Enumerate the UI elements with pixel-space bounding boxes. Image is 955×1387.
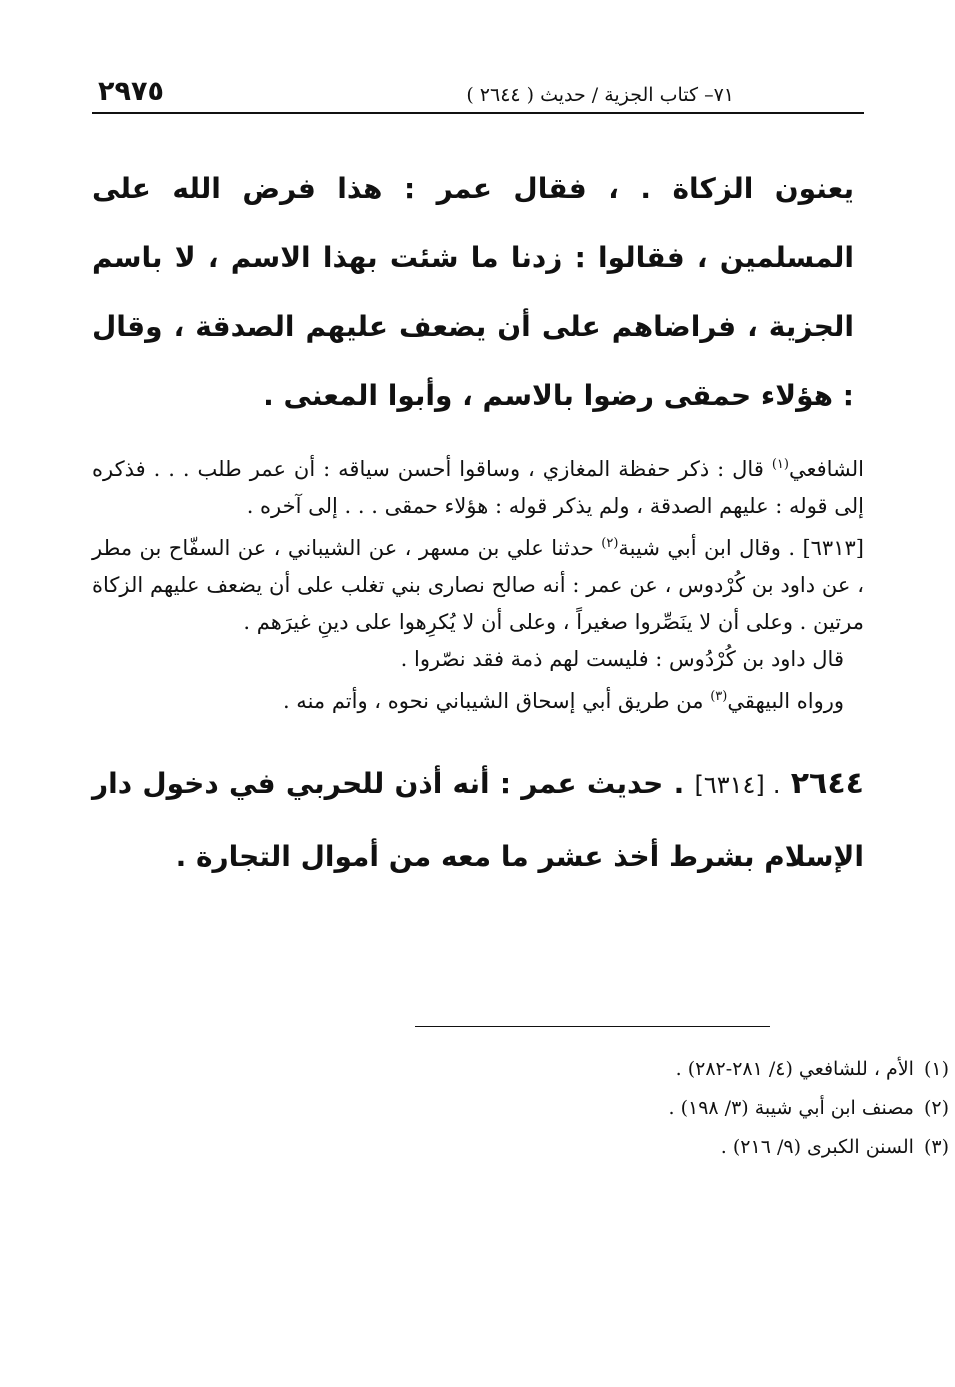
footnote-text: السنن الكبرى (٩/ ٢١٦) . (720, 1136, 914, 1158)
commentary-text: ورواه البيهقي (727, 689, 844, 713)
commentary-paragraph (92, 446, 864, 525)
commentary-text: [٦٣١٣] . وقال ابن أبي شيبة (618, 536, 864, 560)
commentary-paragraph (92, 641, 844, 678)
footnote (669, 1128, 950, 1167)
running-title: ٧١– كتاب الجزية / حديث ( ٢٦٤٤ ) (466, 84, 734, 106)
footnote-number: (٢) (923, 1097, 949, 1119)
footnote-number: (١) (923, 1058, 949, 1080)
footnote-ref: (٢) (601, 536, 619, 551)
commentary-text: من طريق أبي إسحاق الشيباني نحوه ، وأتم منه . (282, 689, 711, 713)
hadith-heading-text: . حديث عمر : أنه أذن للحربي في دخول دار الإسلام بشرط أخذ عشر ما معه من أموال التجارة . (92, 767, 864, 873)
footnote (669, 1089, 950, 1128)
footnote-number: (٣) (923, 1136, 949, 1158)
commentary-text: الشافعي (788, 457, 864, 481)
page-number: ٢٩٧٥ (98, 76, 164, 107)
footnote-ref: (١) (771, 457, 789, 472)
hadith-number: ٢٦٤٤ (790, 766, 864, 801)
commentary-paragraph (92, 525, 864, 641)
footnote-separator (415, 1026, 770, 1027)
commentary-paragraph (92, 678, 844, 720)
book-page (92, 70, 864, 893)
page-header (92, 70, 864, 114)
next-hadith-heading (92, 748, 864, 893)
commentary (92, 446, 864, 720)
footnote-text: الأم ، للشافعي (٤/ ٢٨١-٢٨٢) . (675, 1058, 914, 1080)
footnote (669, 1050, 950, 1089)
footnote-text: مصنف ابن أبي شيبة (٣/ ١٩٨) . (668, 1097, 914, 1119)
footnote-ref: (٣) (710, 689, 728, 704)
commentary-text: قال : ذكر حفظة المغازي ، وساقوا أحسن سياقه : أن عمر طلب . . . فذكره إلى قوله : عليهم الصدقة ، ولم يذكر قوله : هؤلاء حمقى . . . إلى آخره . (92, 457, 864, 518)
commentary-text: قال داود بن كُرْدُوس : فليست لهم ذمة فقد نصّروا . (400, 647, 844, 671)
hadith-text: يعنون الزكاة . ، فقال عمر : هذا فرض الله على المسلمين ، فقالوا : زدنا ما شئت بهذا الاسم ، لا باسم الجزية ، فراضاهم على أن يضعف عليهم الصدقة ، وقال : هؤلاء حمقى رضوا بالاسم ، وأبوا المعنى . (92, 172, 854, 412)
hadith-ref: . [٦٣١٤] (694, 771, 781, 799)
footnotes (669, 1050, 950, 1167)
commentary-text: حدثنا علي بن مسهر ، عن الشيباني ، عن السفّاح بن مطر ، عن داود بن كُرْدوس ، عن عمر : أنه صالح نصارى بني تغلب على أن يضعف عليهم الزكاة مرتين . وعلى أن لا ينَصِّروا صغيراً ، وعلى أن لا يُكرِهوا على دينِ غيرَهم . (92, 536, 864, 634)
